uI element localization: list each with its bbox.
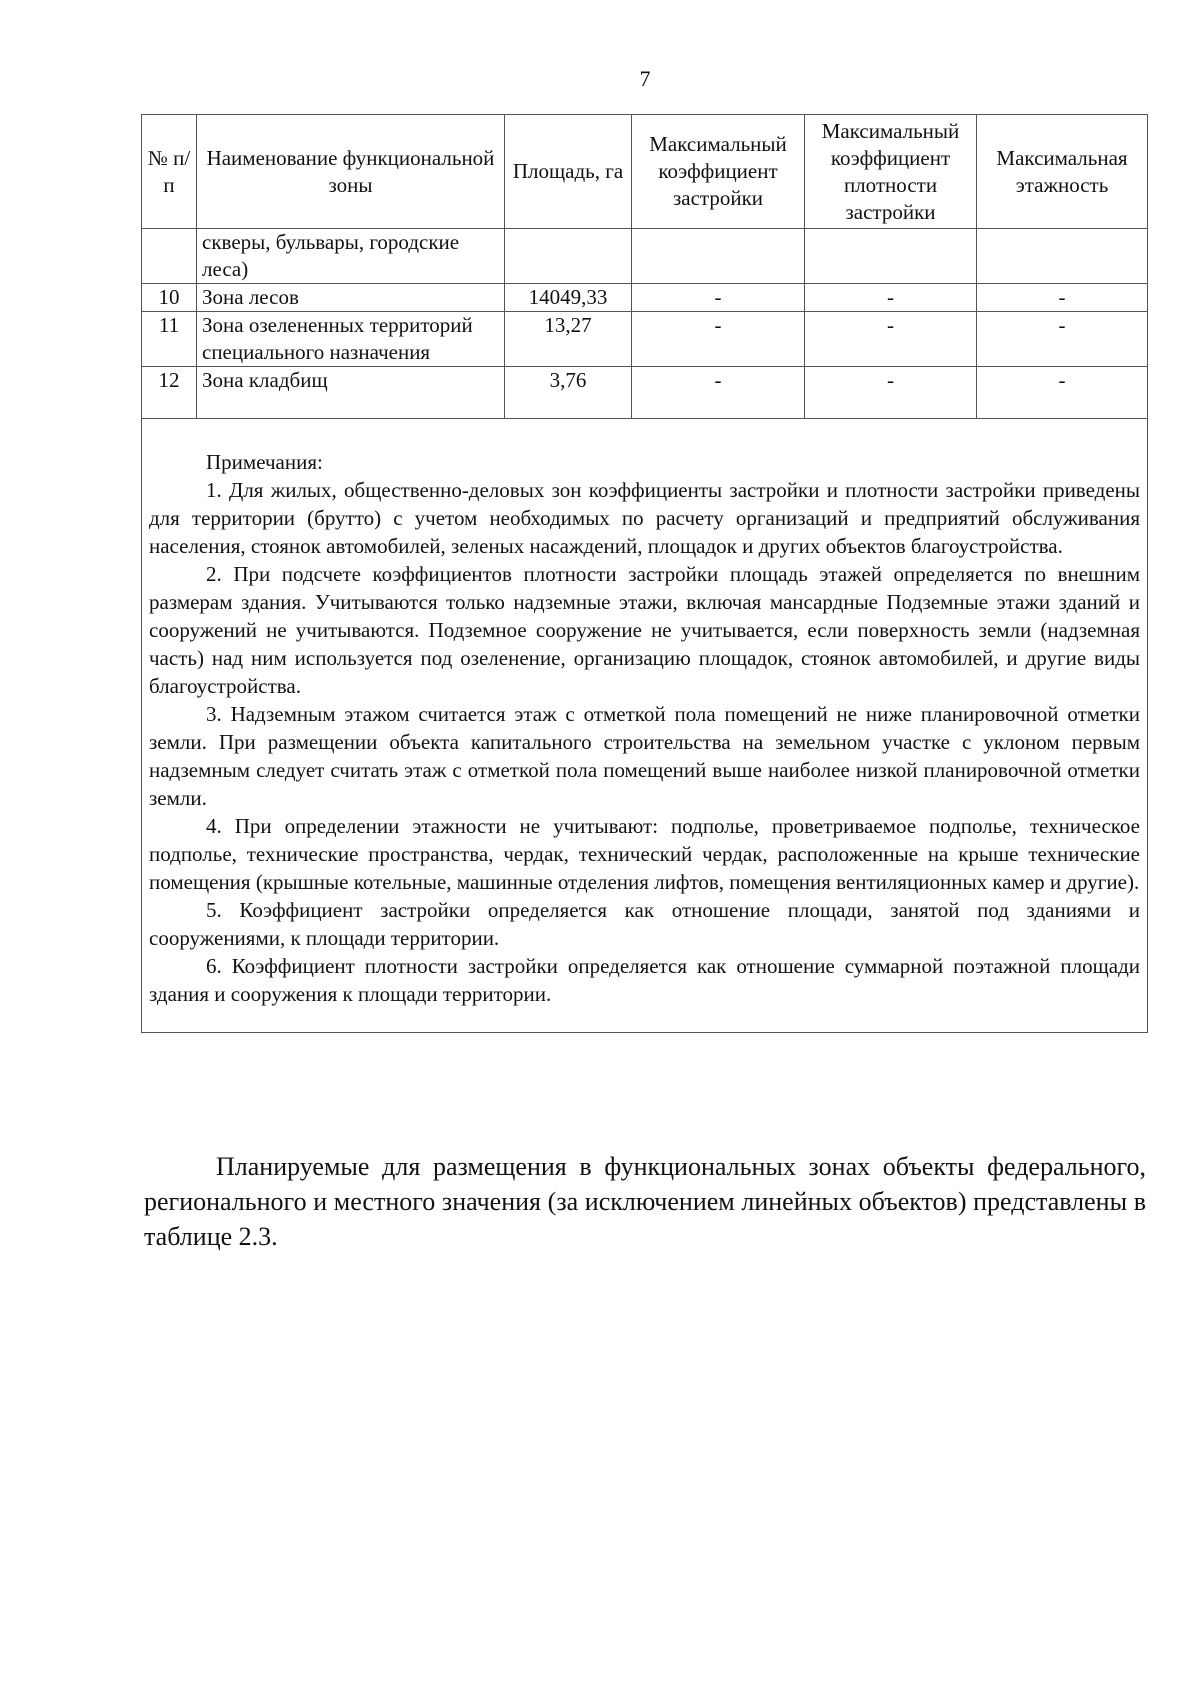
row-density-coef: - <box>805 284 977 312</box>
note-item: 4. При определении этажности не учитывают: подполье, проветриваемое подполье, техническое подполье, технические пространства, чердак, технический чердак, расположенные на крыше технические помещения (крышные котельные, машинные отделения лифтов, помещения вентиляционных камер и другие). <box>149 814 1140 894</box>
row-density-coef: - <box>805 312 977 367</box>
note-item: 1. Для жилых, общественно-деловых зон коэффициенты застройки и плотности застройки приведены для территории (брутто) с учетом необходимых по расчету организаций и предприятий обслуживания населения, стоянок автомобилей, зеленых насаждений, площадок и других объектов благоустройства. <box>149 478 1140 558</box>
row-floors: - <box>977 284 1148 312</box>
header-floors: Максимальная этажность <box>977 115 1148 229</box>
notes-cell <box>142 419 1148 1033</box>
row-area: 13,27 <box>505 312 632 367</box>
zones-table <box>141 114 1148 1033</box>
row-name: Зона озелененных территорий специального назначения <box>197 312 505 367</box>
row-build-coef: - <box>632 367 805 419</box>
note-item: 5. Коэффициент застройки определяется как отношение площади, занятой под зданиями и сооружениями, к площади территории. <box>149 898 1140 950</box>
row-area: 14049,33 <box>505 284 632 312</box>
table-row <box>142 312 1148 367</box>
notes-title: Примечания: <box>206 450 323 474</box>
table-row <box>142 367 1148 419</box>
row-name: Зона лесов <box>197 284 505 312</box>
header-name: Наименование функциональной зоны <box>197 115 505 229</box>
row-area: 3,76 <box>505 367 632 419</box>
row-density-coef: - <box>805 367 977 419</box>
page-number: 7 <box>639 66 651 91</box>
row-floors: - <box>977 367 1148 419</box>
header-area: Площадь, га <box>505 115 632 229</box>
row-name: Зона кладбищ <box>197 367 505 419</box>
notes-row <box>142 419 1148 1033</box>
header-density-coef: Максимальный коэффициент плотности застройки <box>805 115 977 229</box>
continuation-text: скверы, бульвары, городские леса) <box>197 229 505 284</box>
table-row-continuation <box>142 229 1148 284</box>
row-num: 11 <box>142 312 197 367</box>
row-num: 12 <box>142 367 197 419</box>
table-row <box>142 284 1148 312</box>
header-num: № п/п <box>142 115 197 229</box>
note-item: 3. Надземным этажом считается этаж с отметкой пола помещений не ниже планировочной отметки земли. При размещении объекта капитального строительства на земельном участке с уклоном первым надземным следует считать этаж с отметкой пола помещений выше наиболее низкой планировочной отметки земли. <box>149 702 1140 810</box>
row-build-coef: - <box>632 284 805 312</box>
body-paragraph: Планируемые для размещения в функциональных зонах объекты федерального, регионального и местного значения (за исключением линейных объектов) представлены в таблице 2.3. <box>144 1152 1146 1251</box>
note-item: 6. Коэффициент плотности застройки определяется как отношение суммарной поэтажной площади здания и сооружения к площади территории. <box>149 954 1140 1006</box>
header-build-coef: Максимальный коэффициент застройки <box>632 115 805 229</box>
row-build-coef: - <box>632 312 805 367</box>
row-floors: - <box>977 312 1148 367</box>
row-num: 10 <box>142 284 197 312</box>
table-header-row <box>142 115 1148 229</box>
note-item: 2. При подсчете коэффициентов плотности застройки площадь этажей определяется по внешним размерам здания. Учитываются только надземные этажи, включая мансардные Подземные этажи зданий и сооружений не учитываются. Подземное сооружение не учитывается, если поверхность земли (надземная часть) над ним используется под озеленение, организацию площадок, стоянок автомобилей, и другие виды благоустройства. <box>149 562 1140 698</box>
